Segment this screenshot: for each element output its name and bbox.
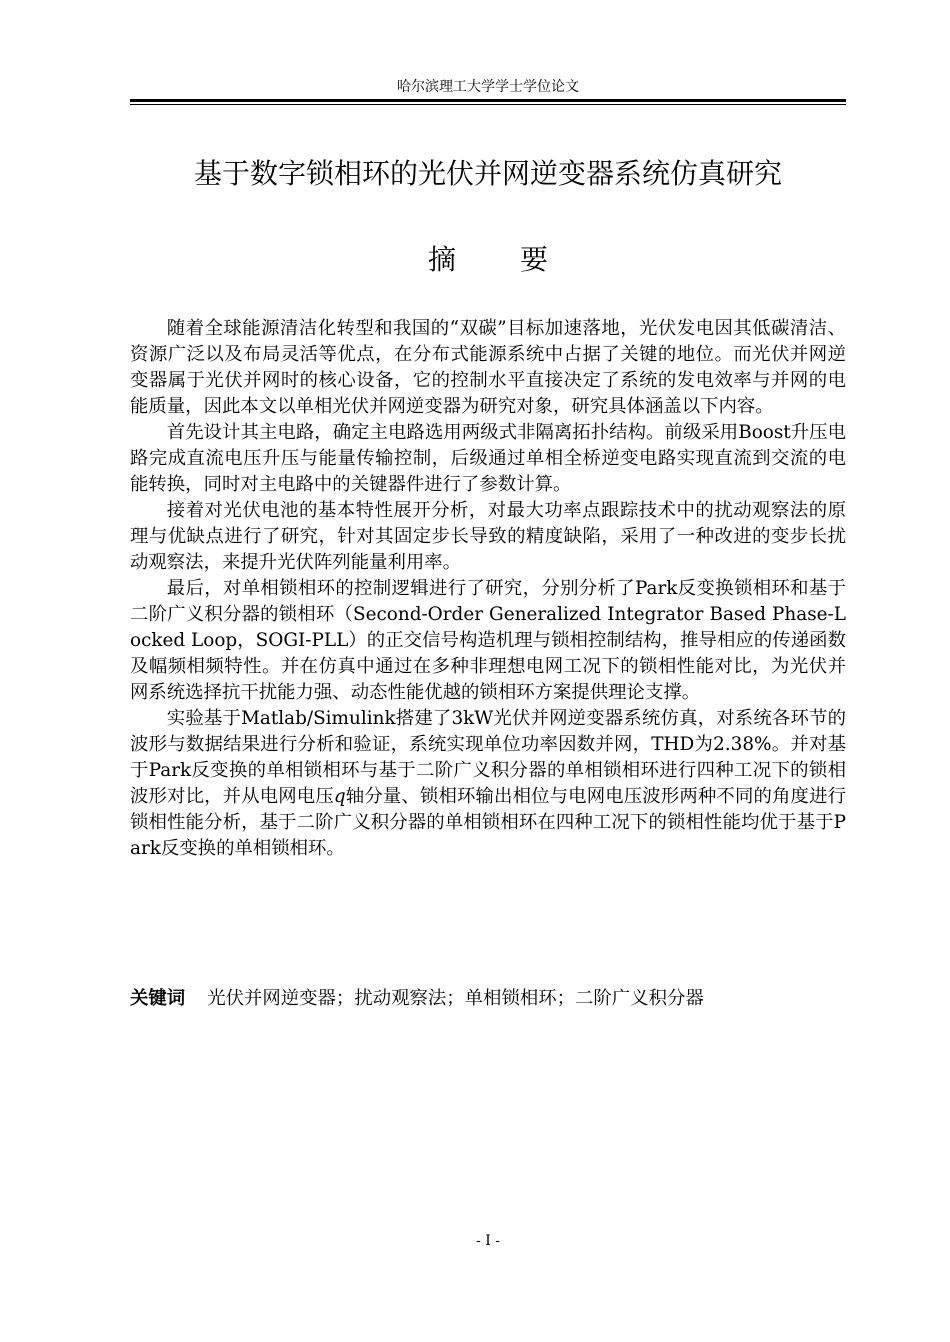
thesis-title: 基于数字锁相环的光伏并网逆变器系统仿真研究: [193, 157, 782, 190]
abstract-paragraph-5: [130, 706, 846, 862]
variable-q: q: [333, 786, 346, 807]
abstract-paragraph-1: 随着全球能源清洁化转型和我国的“双碳”目标加速落地，光伏发电因其低碳清洁、资源广泛以及布局灵活等优点，在分布式能源系统中占据了关键的地位。而光伏并网逆变器属于光伏并网时的核心设备，它的控制水平直接决定了系统的发电效率与并网的电能质量，因此本文以单相光伏并网逆变器为研究对象，研究具体涵盖以下内容。: [130, 318, 846, 417]
keywords-line: [130, 986, 846, 1012]
header-rule-thick: [130, 99, 846, 102]
paragraph-5-part-2: 轴分量、锁相环输出相位与电网电压波形两种不同的角度进行锁相性能分析，基于二阶广义积分器的单相锁相环在四种工况下的锁相性能均优于基于Park反变换的单相锁相环。: [130, 786, 846, 859]
abstract-paragraph-3: 接着对光伏电池的基本特性展开分析，对最大功率点跟踪技术中的扰动观察法的原理与优缺点进行了研究，针对其固定步长导致的精度缺陷，采用了一种改进的变步长扰动观察法，来提升光伏阵列能量利用率。: [130, 500, 846, 573]
paragraph-5-part-1: 实验基于Matlab/Simulink搭建了3kW光伏并网逆变器系统仿真，对系统各环节的波形与数据结果进行分析和验证，系统实现单位功率因数并网，THD为2.38%。并对基于Park反变换的单相锁相环与基于二阶广义积分器的单相锁相环进行四种工况下的锁相波形对比，并从电网电压: [130, 708, 846, 807]
abstract-paragraph-4: 最后，对单相锁相环的控制逻辑进行了研究，分别分析了Park反变换锁相环和基于二阶广义积分器的锁相环（Second-Order Generalized Integrator Based Phase-Locked Loop，SOGI-PLL）的正交信号构造机理与锁相控制结构，推导相应的传递函数及幅频相频特性。并在仿真中通过在多种非理想电网工况下的锁相性能对比，为光伏并网系统选择抗干扰能力强、动态性能优越的锁相环方案提供理论支撑。: [130, 578, 846, 703]
abstract-heading: 摘要: [427, 243, 612, 276]
keywords-text: 光伏并网逆变器；扰动观察法；单相锁相环；二阶广义积分器: [207, 988, 704, 1009]
running-header: 哈尔滨理工大学学士学位论文: [397, 79, 579, 95]
header-rule-thin: [130, 104, 846, 105]
keywords-label: 关键词: [130, 988, 186, 1009]
abstract-paragraph-2: 首先设计其主电路，确定主电路选用两级式非隔离拓扑结构。前级采用Boost升压电路完成直流电压升压与能量传输控制，后级通过单相全桥逆变电路实现直流到交流的电能转换，同时对主电路中的关键器件进行了参数计算。: [130, 422, 846, 495]
abstract-body: [130, 316, 846, 862]
page-number: - I -: [476, 1233, 500, 1249]
